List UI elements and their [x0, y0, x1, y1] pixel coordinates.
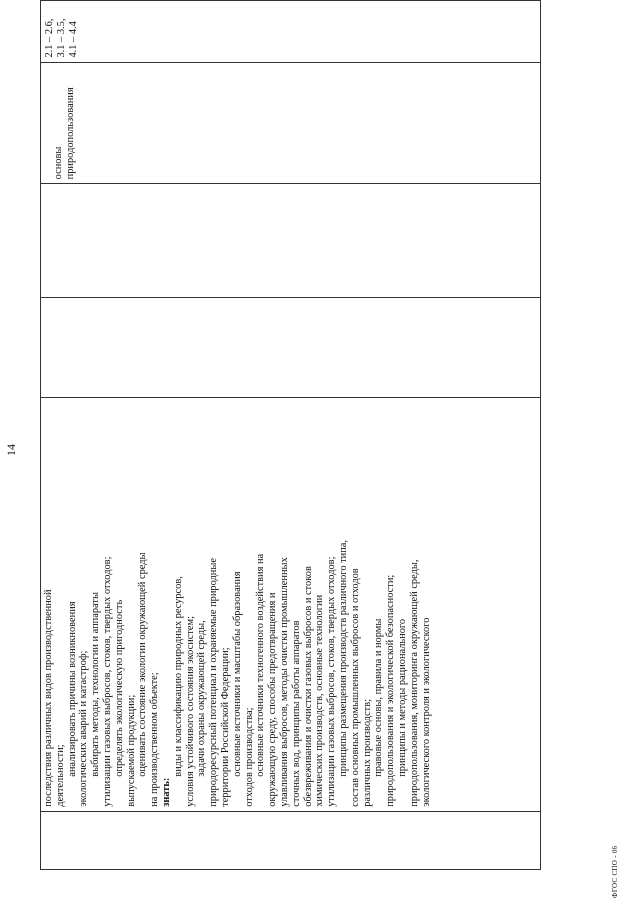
- text-line: отходов производства;: [243, 707, 255, 807]
- text-line: оценивать состояние экологии окружающей среды: [137, 552, 149, 777]
- text-line: природопользования, мониторинга окружающей среды,: [408, 559, 420, 807]
- know-heading: знать:: [160, 777, 172, 807]
- discipline-line: основы: [53, 146, 64, 180]
- text-line: виды и классификацию природных ресурсов,: [172, 576, 184, 777]
- competencies-cell: [41, 1, 541, 63]
- text-line: экологического контроля и экологического: [420, 617, 432, 807]
- requirements-cell: [41, 397, 541, 811]
- skills-list: [43, 401, 161, 807]
- hours-max-cell: [41, 297, 541, 397]
- text-line: утилизации газовых выбросов, стоков, твердых отходов;: [101, 556, 113, 807]
- text-line: основные источники и масштабы образования: [231, 571, 243, 777]
- text-line: улавливания выбросов, методы очистки промышленных: [278, 557, 290, 807]
- text-line: химических производств, основные технологии: [314, 594, 326, 807]
- text-line: анализировать причины возникновения: [66, 601, 78, 777]
- text-line: задачи охраны окружающей среды,: [196, 620, 208, 777]
- competency-line: 4.1 – 4.4: [67, 21, 79, 58]
- page-number: 14: [4, 444, 18, 456]
- text-line: окружающую среду, способы предотвращения и: [267, 592, 279, 807]
- text-line: природопользования и экологической безопасности;: [385, 574, 397, 807]
- discipline-line: природопользования: [64, 87, 76, 180]
- text-line: определять экологическую пригодность: [113, 599, 125, 777]
- text-line: экологических аварий и катастроф;: [78, 650, 90, 807]
- text-line: основные источники техногенного воздействия на: [255, 553, 267, 777]
- text-line: на производственном объекте;: [149, 672, 161, 807]
- text-line: территории Российской Федерации;: [219, 647, 231, 807]
- text-line: деятельности;: [54, 744, 66, 807]
- discipline-cell: [41, 62, 541, 184]
- knowledge-list: [173, 401, 433, 807]
- competency-line: 3.1 – 3.5,: [55, 18, 67, 58]
- text-line: правовые основы, правила и нормы: [373, 618, 385, 777]
- text-line: утилизации газовых выбросов, стоков, твердых отходов;: [326, 556, 338, 807]
- text-line: принципы размещения производств различного типа,: [337, 539, 349, 777]
- text-line: обезвреживания и очистки газовых выбросов и стоков: [302, 566, 314, 807]
- index-cell: [41, 811, 541, 869]
- requirements-table: [40, 0, 541, 870]
- text-line: условия устойчивого состояния экосистем;: [184, 615, 196, 807]
- text-line: последствия различных видов производственной: [43, 589, 54, 807]
- text-line: природоресурсный потенциал и охраняемые природные: [208, 558, 220, 807]
- table-row: [41, 1, 541, 870]
- text-line: сточных вод, принципы работы аппаратов: [290, 620, 302, 807]
- text-line: принципы и методы рационального: [396, 618, 408, 777]
- competency-line: 2.1 – 2.6,: [44, 18, 55, 58]
- text-line: состав основных промышленных выбросов и отходов: [349, 568, 361, 807]
- footer-code: ФГОС СПО - 06: [611, 845, 619, 898]
- text-line: различных производств;: [361, 698, 373, 807]
- text-line: выбирать методы, технологии и аппараты: [90, 592, 102, 777]
- hours-class-cell: [41, 184, 541, 298]
- text-line: выпускаемой продукции;: [125, 694, 137, 807]
